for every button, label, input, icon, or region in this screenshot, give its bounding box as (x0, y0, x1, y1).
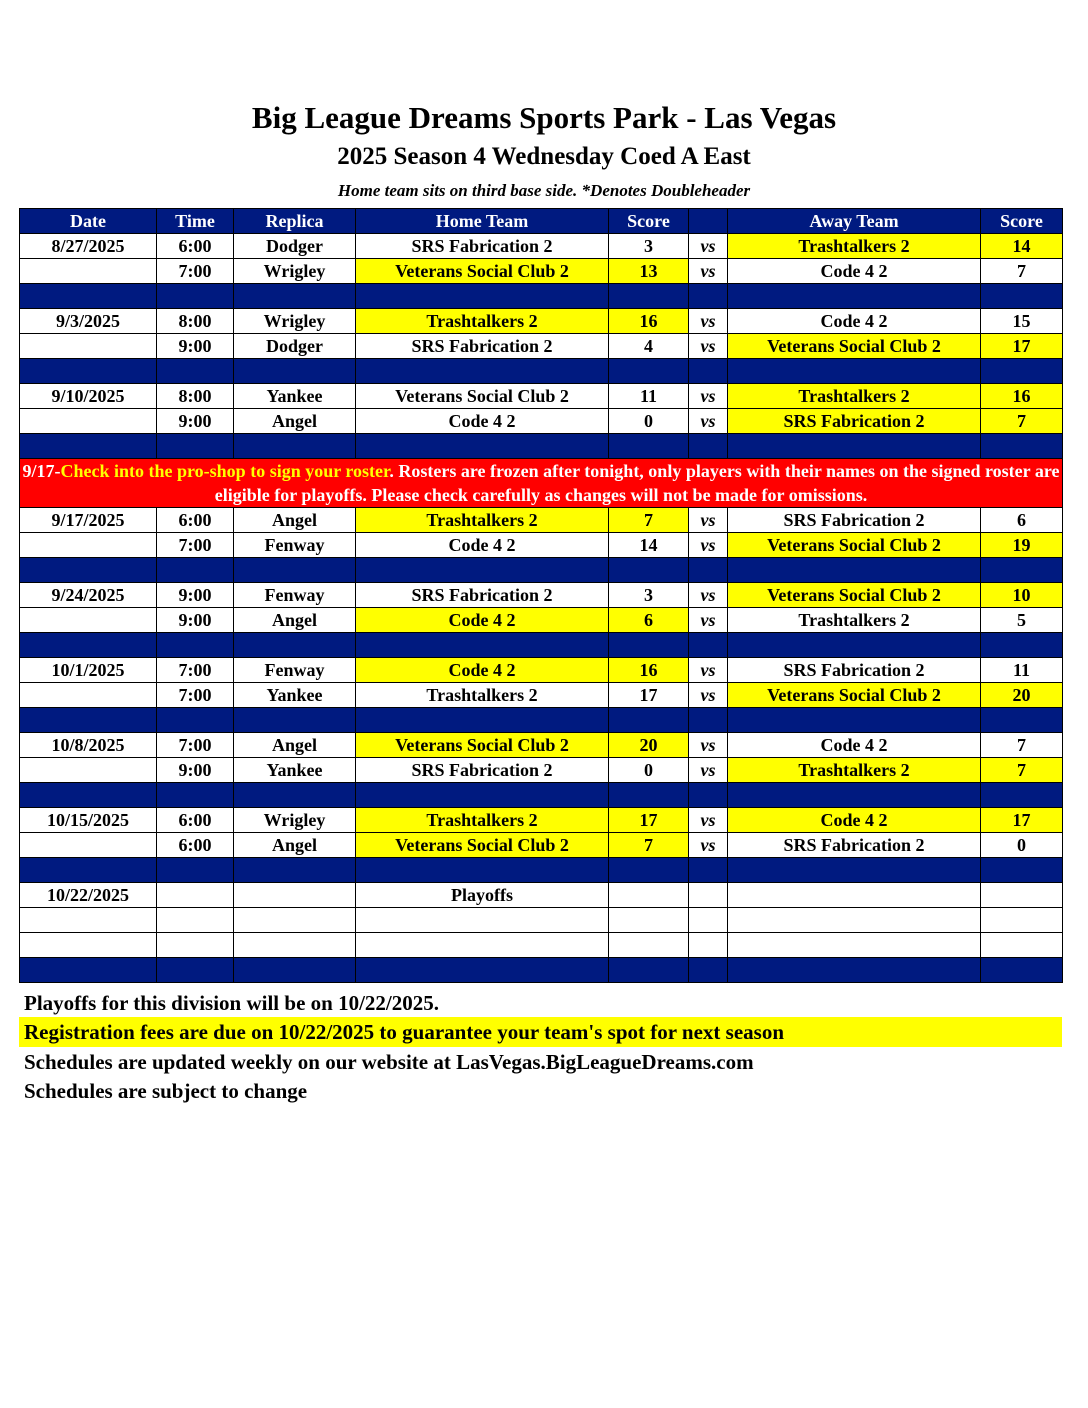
game-field: Yankee (234, 758, 356, 783)
vs-label: vs (689, 309, 728, 334)
game-field: Angel (234, 833, 356, 858)
game-date (20, 833, 157, 858)
week-separator (20, 783, 1063, 808)
game-row (20, 384, 1063, 409)
game-row (20, 309, 1063, 334)
game-row (20, 234, 1063, 259)
game-time: 9:00 (157, 758, 234, 783)
game-time: 8:00 (157, 309, 234, 334)
footer-website-note: Schedules are updated weekly on our website at LasVegas.BigLeagueDreams.com (24, 1050, 754, 1074)
game-time: 9:00 (157, 409, 234, 434)
game-field: Wrigley (234, 309, 356, 334)
home-score: 17 (609, 808, 689, 833)
game-time: 7:00 (157, 733, 234, 758)
vs-label: vs (689, 334, 728, 359)
game-field: Fenway (234, 533, 356, 558)
game-time: 7:00 (157, 658, 234, 683)
game-time: 9:00 (157, 608, 234, 633)
game-time: 9:00 (157, 583, 234, 608)
away-team: Code 4 2 (728, 309, 981, 334)
away-score: 15 (981, 309, 1063, 334)
home-team: SRS Fabrication 2 (356, 758, 609, 783)
vs-label: vs (689, 808, 728, 833)
vs-label: vs (689, 533, 728, 558)
away-team: Code 4 2 (728, 259, 981, 284)
home-team: Veterans Social Club 2 (356, 833, 609, 858)
away-team: Code 4 2 (728, 733, 981, 758)
vs-label: vs (689, 833, 728, 858)
week-separator (20, 858, 1063, 883)
away-score: 7 (981, 259, 1063, 284)
home-team: Code 4 2 (356, 533, 609, 558)
week-separator (20, 359, 1063, 384)
game-time: 6:00 (157, 808, 234, 833)
week-separator (20, 434, 1063, 459)
home-team: Veterans Social Club 2 (356, 384, 609, 409)
game-field: Angel (234, 608, 356, 633)
game-date (20, 259, 157, 284)
home-score: 17 (609, 683, 689, 708)
away-team: SRS Fabrication 2 (728, 409, 981, 434)
game-time: 8:00 (157, 384, 234, 409)
away-score: 20 (981, 683, 1063, 708)
game-time: 9:00 (157, 334, 234, 359)
game-row (20, 608, 1063, 633)
home-team: SRS Fabrication 2 (356, 334, 609, 359)
game-date: 9/24/2025 (20, 583, 157, 608)
away-team: Trashtalkers 2 (728, 234, 981, 259)
game-date: 9/3/2025 (20, 309, 157, 334)
schedule-table (19, 208, 1063, 983)
game-time: 6:00 (157, 833, 234, 858)
playoffs-date: 10/22/2025 (20, 883, 157, 908)
away-score: 17 (981, 808, 1063, 833)
away-score: 16 (981, 384, 1063, 409)
away-team: SRS Fabrication 2 (728, 833, 981, 858)
col-header-home-score: Score (609, 209, 689, 234)
away-score: 14 (981, 234, 1063, 259)
col-header-away-team: Away Team (728, 209, 981, 234)
game-row (20, 833, 1063, 858)
game-time: 7:00 (157, 683, 234, 708)
home-score: 13 (609, 259, 689, 284)
page-title: Big League Dreams Sports Park - Las Vegas (251, 100, 837, 135)
away-team: Veterans Social Club 2 (728, 533, 981, 558)
game-field: Angel (234, 409, 356, 434)
home-score: 20 (609, 733, 689, 758)
notice-highlight: Check into the pro-shop to sign your roster (60, 461, 390, 481)
game-date (20, 608, 157, 633)
game-row (20, 508, 1063, 533)
game-time: 6:00 (157, 234, 234, 259)
home-team: SRS Fabrication 2 (356, 583, 609, 608)
home-score: 14 (609, 533, 689, 558)
home-team: Trashtalkers 2 (356, 808, 609, 833)
home-team: Trashtalkers 2 (356, 508, 609, 533)
vs-label: vs (689, 583, 728, 608)
vs-label: vs (689, 384, 728, 409)
away-team: Veterans Social Club 2 (728, 334, 981, 359)
game-date: 9/17/2025 (20, 508, 157, 533)
game-field: Fenway (234, 658, 356, 683)
game-field: Yankee (234, 683, 356, 708)
game-field: Wrigley (234, 259, 356, 284)
vs-label: vs (689, 234, 728, 259)
home-score: 11 (609, 384, 689, 409)
week-separator (20, 633, 1063, 658)
home-score: 4 (609, 334, 689, 359)
game-time: 7:00 (157, 259, 234, 284)
away-team: Trashtalkers 2 (728, 384, 981, 409)
away-score: 5 (981, 608, 1063, 633)
empty-row (20, 933, 1063, 958)
away-score: 11 (981, 658, 1063, 683)
col-header-vs (689, 209, 728, 234)
vs-label: vs (689, 758, 728, 783)
game-date (20, 533, 157, 558)
game-field: Dodger (234, 334, 356, 359)
home-team: Code 4 2 (356, 608, 609, 633)
home-team: Code 4 2 (356, 409, 609, 434)
col-header-time: Time (157, 209, 234, 234)
away-team: Trashtalkers 2 (728, 758, 981, 783)
away-team: Trashtalkers 2 (728, 608, 981, 633)
table-header-row (20, 209, 1063, 234)
away-score: 0 (981, 833, 1063, 858)
away-score: 19 (981, 533, 1063, 558)
game-field: Angel (234, 733, 356, 758)
home-score: 0 (609, 758, 689, 783)
vs-label: vs (689, 683, 728, 708)
game-date: 8/27/2025 (20, 234, 157, 259)
home-score: 7 (609, 508, 689, 533)
home-score: 0 (609, 409, 689, 434)
game-time: 7:00 (157, 533, 234, 558)
game-row (20, 334, 1063, 359)
home-score: 3 (609, 583, 689, 608)
schedule-note: Home team sits on third base side. *Denotes Doubleheader (337, 181, 751, 200)
home-team: Veterans Social Club 2 (356, 733, 609, 758)
roster-notice-row (20, 459, 1063, 508)
game-row (20, 533, 1063, 558)
game-row (20, 259, 1063, 284)
away-team: SRS Fabrication 2 (728, 658, 981, 683)
home-score: 16 (609, 658, 689, 683)
home-score: 16 (609, 309, 689, 334)
away-score: 17 (981, 334, 1063, 359)
notice-prefix: 9/17- (22, 461, 61, 481)
game-date: 10/1/2025 (20, 658, 157, 683)
away-score: 7 (981, 758, 1063, 783)
game-row (20, 683, 1063, 708)
playoffs-label: Playoffs (356, 883, 609, 908)
away-team: Code 4 2 (728, 808, 981, 833)
home-team: Code 4 2 (356, 658, 609, 683)
game-row (20, 583, 1063, 608)
game-field: Angel (234, 508, 356, 533)
col-header-home-team: Home Team (356, 209, 609, 234)
away-score: 10 (981, 583, 1063, 608)
vs-label: vs (689, 733, 728, 758)
game-field: Wrigley (234, 808, 356, 833)
game-field: Yankee (234, 384, 356, 409)
game-field: Dodger (234, 234, 356, 259)
col-header-replica: Replica (234, 209, 356, 234)
game-date (20, 409, 157, 434)
away-team: Veterans Social Club 2 (728, 683, 981, 708)
game-date: 10/15/2025 (20, 808, 157, 833)
away-team: SRS Fabrication 2 (728, 508, 981, 533)
week-separator (20, 708, 1063, 733)
game-date (20, 683, 157, 708)
empty-row (20, 908, 1063, 933)
home-score: 6 (609, 608, 689, 633)
game-row (20, 758, 1063, 783)
home-team: Trashtalkers 2 (356, 309, 609, 334)
home-team: Veterans Social Club 2 (356, 259, 609, 284)
game-row (20, 409, 1063, 434)
vs-label: vs (689, 508, 728, 533)
week-separator (20, 284, 1063, 309)
vs-label: vs (689, 259, 728, 284)
footer-playoffs-note: Playoffs for this division will be on 10/22/2025. (24, 991, 439, 1015)
roster-notice (20, 459, 1063, 508)
vs-label: vs (689, 409, 728, 434)
away-team: Veterans Social Club 2 (728, 583, 981, 608)
game-date (20, 758, 157, 783)
week-separator (20, 558, 1063, 583)
game-date: 9/10/2025 (20, 384, 157, 409)
footer-registration-note: Registration fees are due on 10/22/2025 to guarantee your team's spot for next season (19, 1017, 1062, 1047)
away-score: 7 (981, 733, 1063, 758)
col-header-date: Date (20, 209, 157, 234)
game-row (20, 733, 1063, 758)
notice-text: . Rosters are frozen after tonight, only players with their names on the signed roster are eligible for playoffs. Please check carefully as changes will not be made for omissions. (214, 461, 1060, 505)
away-score: 7 (981, 409, 1063, 434)
game-row (20, 808, 1063, 833)
week-separator (20, 958, 1063, 983)
col-header-away-score: Score (981, 209, 1063, 234)
home-team: SRS Fabrication 2 (356, 234, 609, 259)
home-team: Trashtalkers 2 (356, 683, 609, 708)
game-date (20, 334, 157, 359)
game-time: 6:00 (157, 508, 234, 533)
home-score: 7 (609, 833, 689, 858)
away-score: 6 (981, 508, 1063, 533)
vs-label: vs (689, 658, 728, 683)
page-subtitle: 2025 Season 4 Wednesday Coed A East (337, 143, 751, 170)
game-date: 10/8/2025 (20, 733, 157, 758)
footer-change-note: Schedules are subject to change (24, 1079, 308, 1103)
playoffs-row (20, 883, 1063, 908)
game-field: Fenway (234, 583, 356, 608)
home-score: 3 (609, 234, 689, 259)
game-row (20, 658, 1063, 683)
vs-label: vs (689, 608, 728, 633)
